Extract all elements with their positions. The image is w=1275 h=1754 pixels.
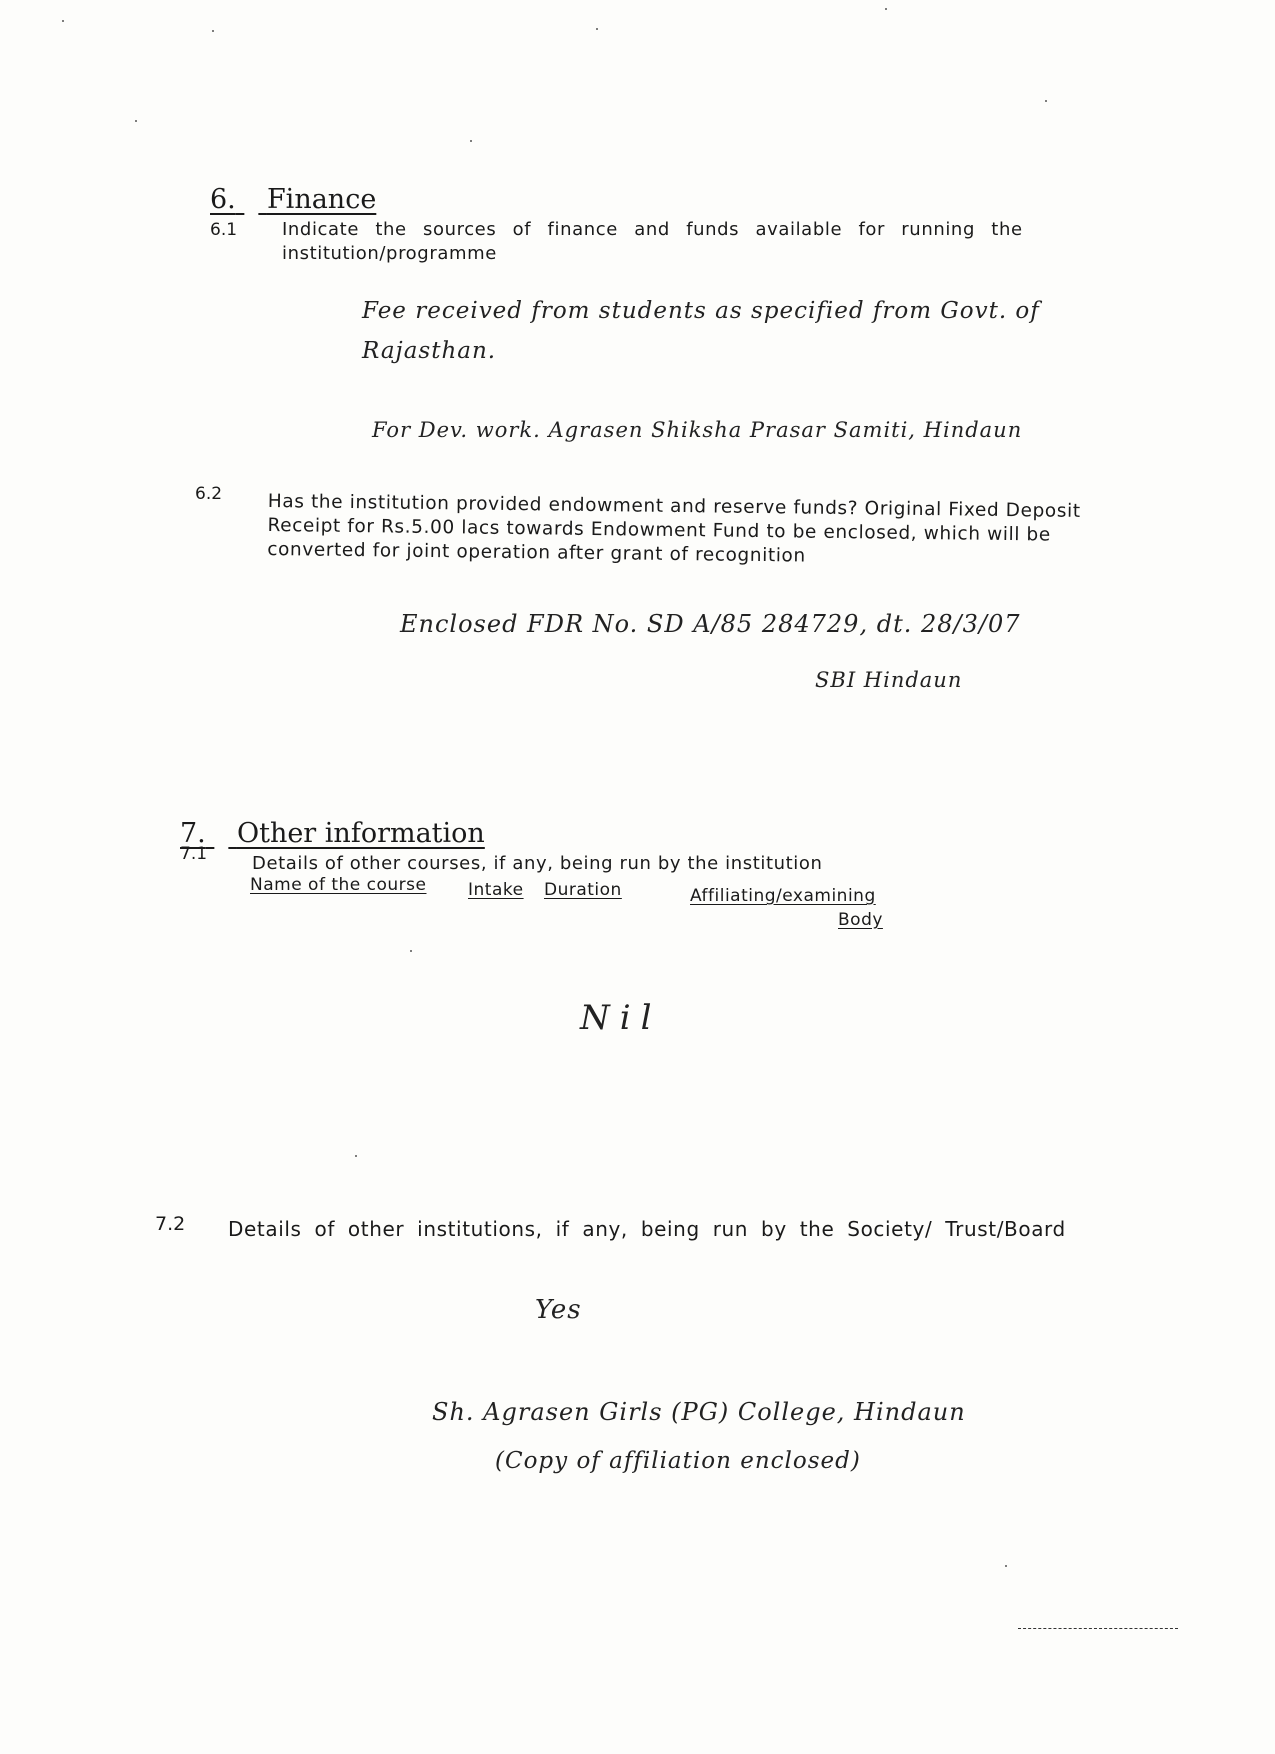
answer-7-2-line2: Sh. Agrasen Girls (PG) College, Hindaun (432, 1398, 966, 1426)
section-7-heading (180, 818, 485, 849)
question-6-2-number: 6.2 (195, 484, 223, 504)
scan-speck (410, 950, 412, 952)
column-course-name: Name of the course (250, 875, 427, 895)
scan-speck (1005, 1565, 1007, 1567)
answer-6-2-line2: SBI Hindaun (815, 668, 963, 692)
answer-6-1-line1: Fee received from students as specified from Govt. of (362, 298, 1040, 324)
bottom-dashed-line (1018, 1628, 1178, 1629)
question-7-1-number: 7.1 (180, 844, 208, 864)
question-7-2-number: 7.2 (155, 1213, 186, 1235)
scan-speck (62, 20, 64, 22)
scan-speck (470, 140, 472, 142)
column-intake: Intake (468, 880, 524, 900)
scan-speck (135, 120, 137, 122)
scan-speck (596, 28, 598, 30)
section-6-heading (210, 184, 376, 215)
scan-speck (1045, 100, 1047, 102)
answer-7-2-line1: Yes (535, 1295, 582, 1325)
answer-6-2-line1: Enclosed FDR No. SD A/85 284729, dt. 28/3/07 (400, 610, 1021, 638)
answer-7-2-line3: (Copy of affiliation enclosed) (495, 1448, 861, 1474)
section-7-title: Other information (236, 818, 485, 849)
scan-speck (212, 30, 214, 32)
column-affiliating: Affiliating/examining (690, 886, 876, 906)
answer-6-1-line2: Rajasthan. (362, 338, 497, 364)
section-6-number: 6. (210, 184, 236, 215)
section-7-number: 7. (180, 818, 206, 849)
question-7-1-text: Details of other courses, if any, being run by the institution (252, 853, 823, 874)
answer-7-1: Nil (580, 998, 662, 1038)
answer-6-1-line3: For Dev. work. Agrasen Shiksha Prasar Samiti, Hindaun (372, 418, 1023, 442)
column-body: Body (838, 910, 883, 930)
question-6-1-number: 6.1 (210, 220, 238, 240)
question-6-1-text: Indicate the sources of finance and funds available for running the institution/programme (282, 219, 1023, 264)
section-6-title: Finance (266, 184, 377, 215)
question-6-2-text: Has the institution provided endowment and reserve funds? Original Fixed Deposit Receipt for Rs.5.00 lacs towards Endowment Fund to be enclosed, which will be converted for joint operation after grant of recognition (267, 490, 1081, 567)
question-7-2-text: Details of other institutions, if any, being run by the Society/ Trust/Board (228, 1217, 1066, 1241)
scan-speck (885, 8, 887, 10)
scan-speck (355, 1155, 357, 1157)
column-duration: Duration (544, 880, 622, 900)
